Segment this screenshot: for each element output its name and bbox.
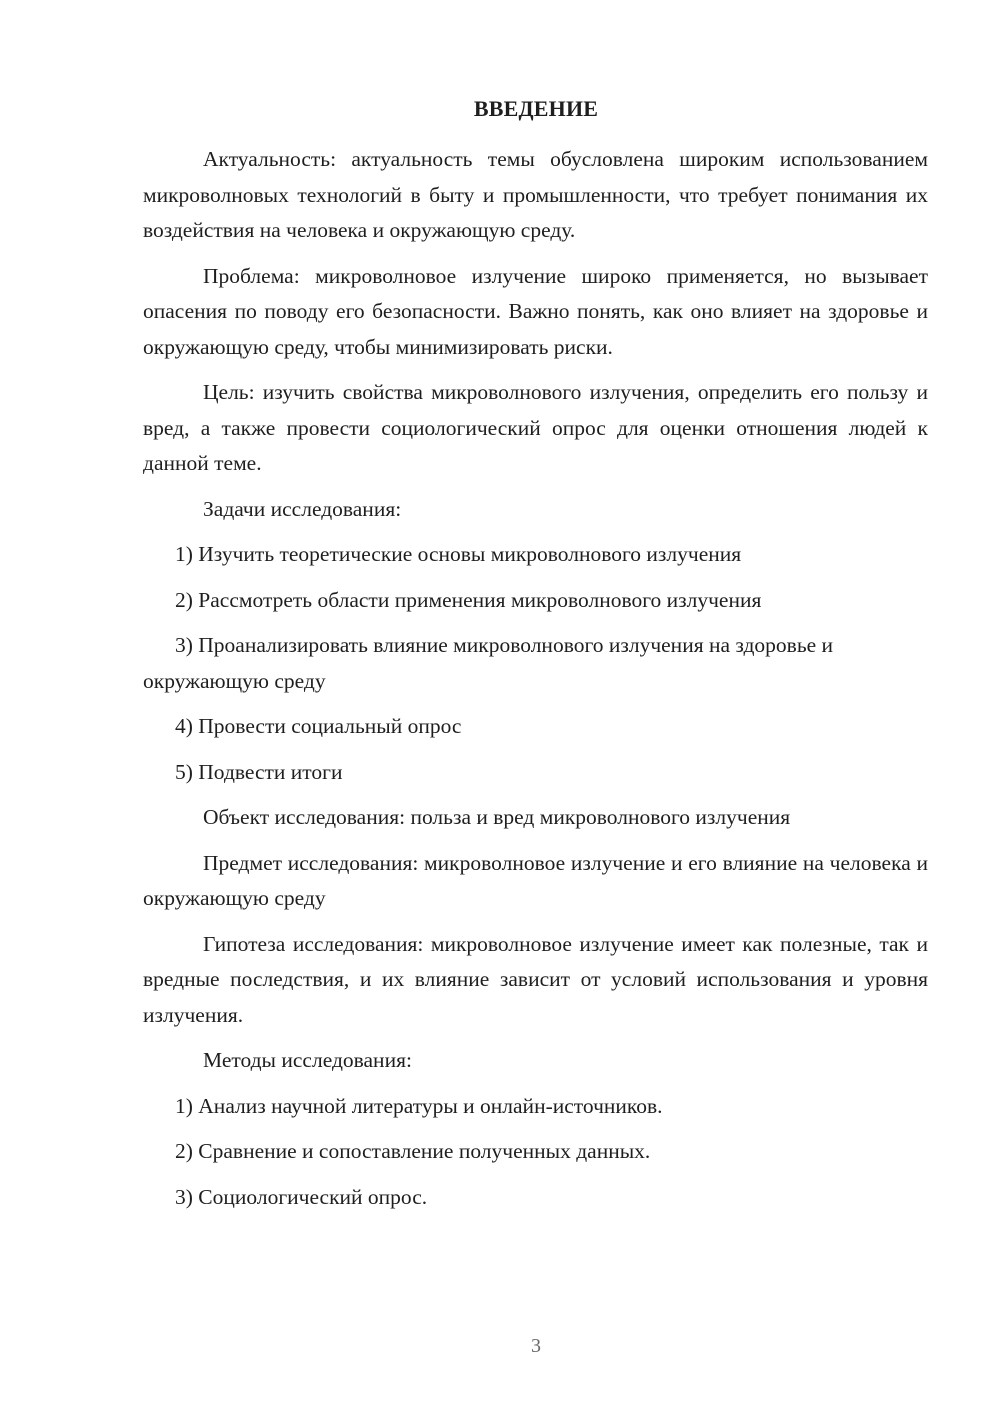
body-text [143,142,928,1225]
page-title: ВВЕДЕНИЕ [473,96,599,121]
task-item: 1) Изучить теоретические основы микроволнового излучения [175,542,742,566]
tasks-title: Задачи исследования: [203,496,402,521]
subject-paragraph: Предмет исследования: микроволновое излучение и его влияние на человека и окружающую среду [143,850,928,910]
object-paragraph: Объект исследования: польза и вред микроволнового излучения [203,805,791,829]
method-item: 1) Анализ научной литературы и онлайн-источников. [175,1093,663,1118]
task-item: 3) Проанализировать влияние микроволнового излучения на здоровье и окружающую среду [143,633,834,693]
relevance-paragraph: Актуальность: актуальность темы обусловлена широким использованием микроволновых технологий в быту и промышленности, что требует понимания их воздействия на человека и окружающую среду. [143,147,928,242]
method-item: 2) Сравнение и сопоставление полученных данных. [175,1139,651,1163]
hypothesis-paragraph: Гипотеза исследования: микроволновое излучение имеет как полезные, так и вредные последствия, и их влияние зависит от условий использования и уровня излучения. [143,931,928,1027]
page-number: 3 [531,1335,541,1357]
methods-title: Методы исследования: [203,1048,412,1072]
method-item: 3) Социологический опрос. [175,1184,428,1209]
goal-paragraph: Цель: изучить свойства микроволнового излучения, определить его пользу и вред, а также провести социологический опрос для оценки отношения людей к данной теме. [143,380,928,475]
task-item: 2) Рассмотреть области применения микроволнового излучения [175,587,762,612]
task-item: 5) Подвести итоги [175,759,343,784]
task-item: 4) Провести социальный опрос [175,714,462,738]
problem-paragraph: Проблема: микроволновое излучение широко применяется, но вызывает опасения по поводу его безопасности. Важно понять, как оно влияет на здоровье и окружающую среду, чтобы минимизировать риски. [143,263,928,359]
